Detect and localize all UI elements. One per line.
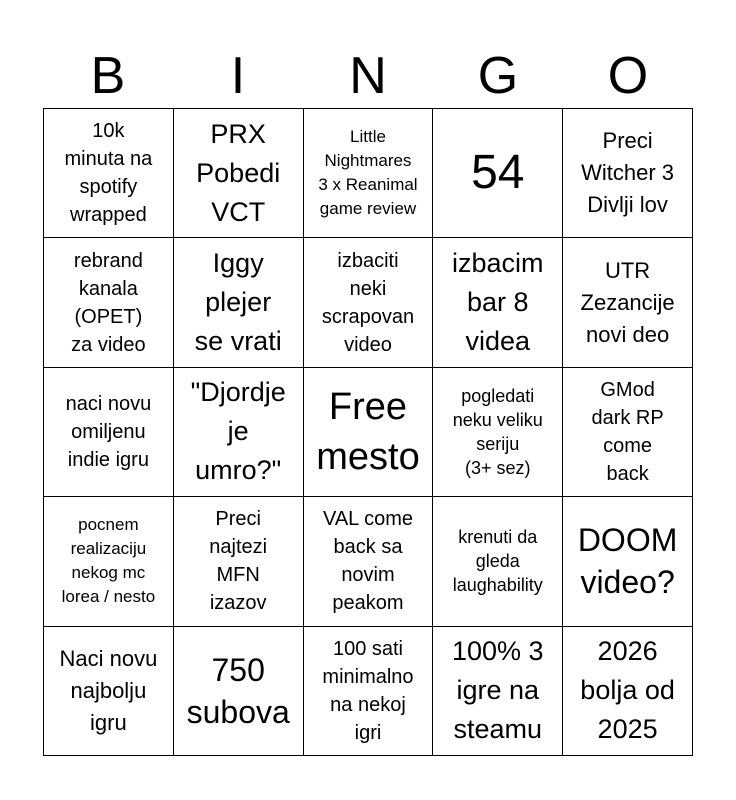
cell-text: VAL come back sa novim peakom: [322, 508, 414, 615]
bingo-cell-r1-c2[interactable]: [174, 109, 304, 238]
bingo-cell-r2-c3[interactable]: [304, 238, 434, 367]
cell-text: UTR Zezancije novi deo: [580, 257, 675, 347]
cell-text: "Djordje je umro?": [190, 377, 286, 486]
bingo-cell-r5-c2[interactable]: [174, 627, 304, 756]
bingo-cell-r4-c1[interactable]: [44, 497, 174, 626]
bingo-cell-r2-c5[interactable]: [563, 238, 693, 367]
bingo-cell-r3-c4[interactable]: [433, 368, 563, 497]
bingo-cell-r4-c4[interactable]: [433, 497, 563, 626]
bingo-cell-r1-c5[interactable]: [563, 109, 693, 238]
cell-text: izbaciti neki scrapovan video: [321, 249, 415, 356]
header-letter-b: B: [90, 47, 126, 105]
cell-text: Preci Witcher 3 Divlji lov: [581, 128, 675, 218]
cell-text: pogledati neku veliku seriju (3+ sez): [452, 385, 543, 478]
cell-text: rebrand kanala (OPET) za video: [71, 249, 146, 356]
bingo-cell-r3-c1[interactable]: [44, 368, 174, 497]
cell-text: 2026 bolja od 2025: [580, 636, 675, 745]
header-letter-n: N: [349, 47, 387, 105]
bingo-header: [43, 44, 693, 108]
cell-text: Free mesto: [316, 385, 420, 478]
cell-text: 100% 3 igre na steamu: [452, 636, 544, 745]
bingo-cell-r1-c4[interactable]: [433, 109, 563, 238]
cell-text: Iggy plejer se vrati: [194, 248, 282, 357]
bingo-cell-r2-c4[interactable]: [433, 238, 563, 367]
cell-text: GMod dark RP come back: [591, 378, 664, 485]
cell-text: 54: [471, 146, 525, 200]
bingo-cell-r2-c1[interactable]: [44, 238, 174, 367]
bingo-cell-r1-c3[interactable]: [304, 109, 434, 238]
header-letter-g: G: [477, 47, 519, 105]
cell-text: naci novu omiljenu indie igru: [65, 392, 152, 471]
cell-text: krenuti da gleda laughability: [452, 527, 543, 596]
bingo-card-grid: [43, 108, 693, 756]
bingo-cell-r3-c5[interactable]: [563, 368, 693, 497]
bingo-cell-r4-c2[interactable]: [174, 497, 304, 626]
bingo-cell-r4-c5[interactable]: [563, 497, 693, 626]
bingo-cell-r2-c2[interactable]: [174, 238, 304, 367]
cell-text: PRX Pobedi VCT: [196, 118, 281, 227]
bingo-cell-r4-c3[interactable]: [304, 497, 434, 626]
bingo-cell-r5-c5[interactable]: [563, 627, 693, 756]
cell-text: 750 subova: [186, 651, 290, 730]
header-letter-i: I: [230, 47, 246, 105]
bingo-cell-r5-c3[interactable]: [304, 627, 434, 756]
cell-text: izbacim bar 8 videa: [452, 248, 544, 357]
header-letter-o: O: [607, 47, 649, 105]
cell-text: pocnem realizaciju nekog mc lorea / nesto: [61, 515, 156, 607]
cell-text: DOOM video?: [577, 522, 678, 601]
bingo-cell-r5-c4[interactable]: [433, 627, 563, 756]
bingo-cell-r1-c1[interactable]: [44, 109, 174, 238]
bingo-cell-r3-c3[interactable]: [304, 368, 434, 497]
bingo-cell-r3-c2[interactable]: [174, 368, 304, 497]
cell-text: Little Nightmares 3 x Reanimal game review: [318, 127, 418, 219]
cell-text: Preci najtezi MFN izazov: [209, 508, 268, 615]
cell-text: 100 sati minimalno na nekoj igri: [322, 637, 414, 744]
cell-text: 10k minuta na spotify wrapped: [64, 120, 153, 227]
cell-text: Naci novu najbolju igru: [59, 645, 158, 735]
bingo-cell-r5-c1[interactable]: [44, 627, 174, 756]
